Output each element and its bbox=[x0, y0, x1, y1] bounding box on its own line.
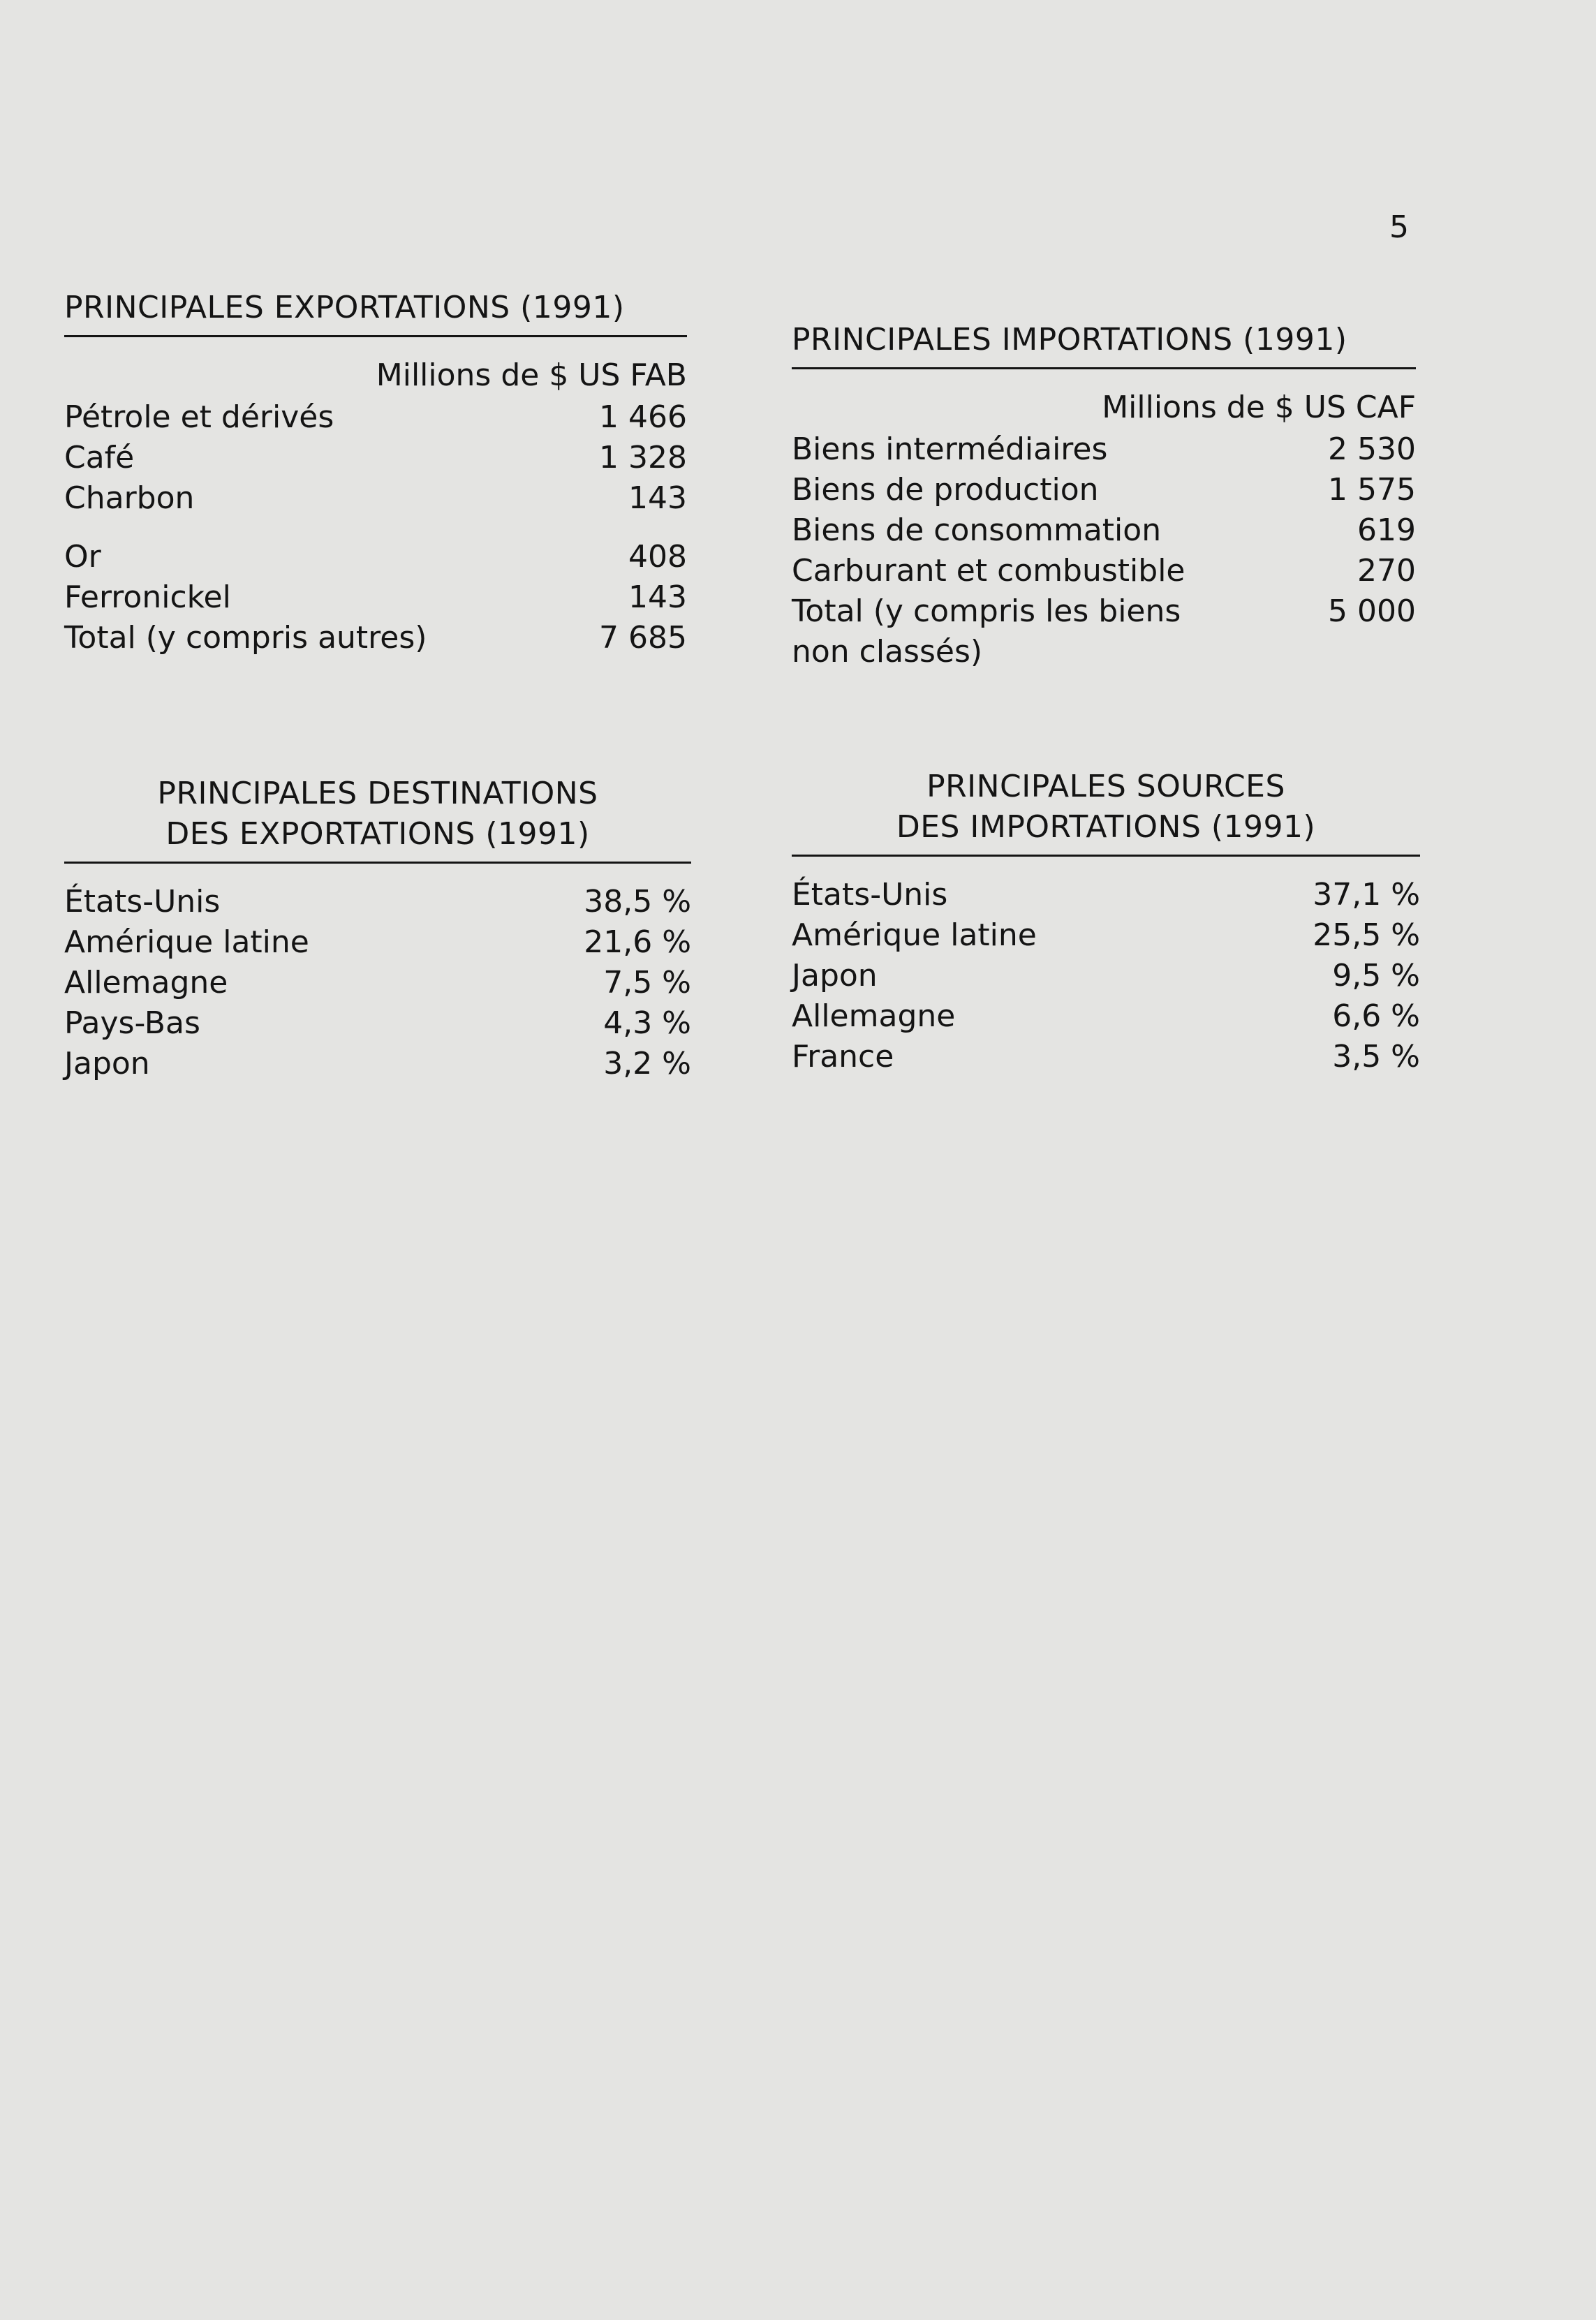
row-value: 408 bbox=[628, 539, 687, 575]
row-value: 3,2 % bbox=[603, 1046, 691, 1081]
table-row bbox=[792, 915, 1420, 956]
row-value: 38,5 % bbox=[584, 884, 691, 919]
row-value: 7,5 % bbox=[603, 965, 691, 1000]
destinations-title-line2: DES EXPORTATIONS (1991) bbox=[165, 816, 590, 852]
row-label: Pays-Bas bbox=[64, 1005, 200, 1041]
page-number: 5 bbox=[1389, 209, 1409, 245]
row-label: Or bbox=[64, 539, 101, 575]
row-value: 2 530 bbox=[1328, 431, 1416, 467]
imports-title: PRINCIPALES IMPORTATIONS (1991) bbox=[792, 322, 1347, 357]
row-value: 4,3 % bbox=[603, 1005, 691, 1041]
table-row bbox=[64, 963, 691, 1003]
row-value: 1 466 bbox=[599, 399, 687, 435]
table-row bbox=[64, 397, 687, 438]
sources-title-line1: PRINCIPALES SOURCES bbox=[926, 769, 1285, 804]
table-row bbox=[792, 470, 1416, 510]
row-label: Biens de consommation bbox=[792, 512, 1162, 548]
exports-unit: Millions de $ US FAB bbox=[376, 357, 687, 393]
table-row bbox=[792, 591, 1416, 672]
table-row bbox=[64, 618, 687, 658]
row-label: Japon bbox=[64, 1046, 150, 1081]
table-row bbox=[64, 537, 687, 577]
sources-title-rule bbox=[792, 855, 1420, 857]
table-row bbox=[792, 551, 1416, 591]
row-value: 619 bbox=[1357, 512, 1416, 548]
table-row bbox=[64, 478, 687, 519]
row-label: Biens intermédiaires bbox=[792, 431, 1108, 467]
table-row bbox=[792, 1037, 1420, 1077]
row-value: 3,5 % bbox=[1332, 1039, 1420, 1074]
imports-title-rule bbox=[792, 367, 1416, 369]
row-value: 25,5 % bbox=[1313, 917, 1420, 953]
exports-title-rule bbox=[64, 335, 687, 337]
import-sources-table bbox=[792, 767, 1420, 1077]
exports-title: PRINCIPALES EXPORTATIONS (1991) bbox=[64, 290, 625, 325]
row-label: Japon bbox=[792, 958, 878, 993]
row-label: Ferronickel bbox=[64, 579, 231, 615]
table-row bbox=[64, 1044, 691, 1084]
row-value: 1 575 bbox=[1328, 472, 1416, 508]
exports-table bbox=[64, 288, 687, 658]
table-row bbox=[64, 577, 687, 618]
row-label: États-Unis bbox=[64, 884, 221, 919]
row-value: 21,6 % bbox=[584, 924, 691, 960]
row-label: Pétrole et dérivés bbox=[64, 399, 334, 435]
destinations-title-line1: PRINCIPALES DESTINATIONS bbox=[157, 776, 598, 811]
table-row bbox=[792, 956, 1420, 996]
row-label: Carburant et combustible bbox=[792, 553, 1185, 589]
table-row bbox=[64, 922, 691, 963]
row-value: 7 685 bbox=[599, 620, 687, 656]
row-value: 37,1 % bbox=[1313, 877, 1420, 913]
row-label: Amérique latine bbox=[792, 917, 1037, 953]
row-value: 9,5 % bbox=[1332, 958, 1420, 993]
row-label: Charbon bbox=[64, 480, 195, 516]
export-destinations-table bbox=[64, 774, 691, 1084]
imports-table bbox=[792, 320, 1416, 672]
row-label: Amérique latine bbox=[64, 924, 309, 960]
sources-title-line2: DES IMPORTATIONS (1991) bbox=[896, 809, 1316, 845]
row-label: Total (y compris autres) bbox=[64, 620, 427, 656]
row-value: 6,6 % bbox=[1332, 998, 1420, 1034]
row-label: France bbox=[792, 1039, 894, 1074]
row-value: 143 bbox=[628, 480, 687, 516]
table-row bbox=[64, 438, 687, 478]
row-label: Café bbox=[64, 440, 135, 475]
row-label: Allemagne bbox=[792, 998, 956, 1034]
table-row bbox=[792, 996, 1420, 1037]
row-label: Total (y compris les biens non classés) bbox=[792, 593, 1181, 670]
row-value: 1 328 bbox=[599, 440, 687, 475]
row-value: 270 bbox=[1357, 553, 1416, 589]
row-value: 143 bbox=[628, 579, 687, 615]
row-label: Biens de production bbox=[792, 472, 1099, 508]
table-row bbox=[792, 510, 1416, 551]
table-row bbox=[64, 882, 691, 922]
row-value: 5 000 bbox=[1328, 593, 1416, 629]
imports-unit: Millions de $ US CAF bbox=[1102, 390, 1416, 425]
table-row bbox=[64, 1003, 691, 1044]
table-row bbox=[792, 429, 1416, 470]
destinations-title-rule bbox=[64, 862, 691, 864]
row-label: Allemagne bbox=[64, 965, 228, 1000]
table-row bbox=[792, 875, 1420, 915]
row-label: États-Unis bbox=[792, 877, 948, 913]
